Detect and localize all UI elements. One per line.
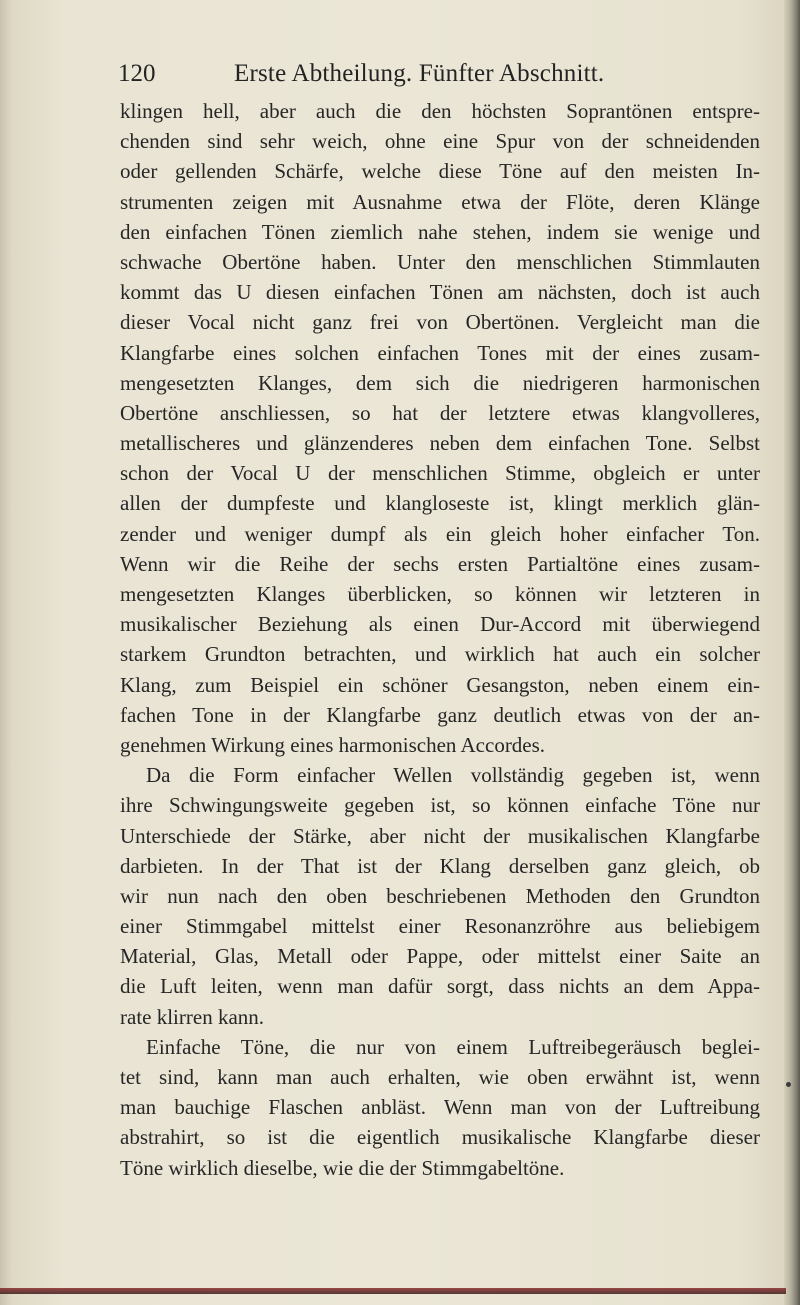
text-line: strumenten zeigen mit Ausnahme etwa der Flöte, deren Klänge — [120, 189, 760, 214]
text-line: kommt das U diesen einfachen Tönen am nächsten, doch ist auch — [120, 280, 760, 305]
text-line: zender und weniger dumpf als ein gleich hoher einfacher Ton. — [120, 521, 760, 546]
running-head — [118, 60, 768, 94]
text-line: fachen Tone in der Klangfarbe ganz deutlich etwas von der an- — [120, 702, 760, 727]
text-line: ihre Schwingungsweite gegeben ist, so können einfache Töne nur — [120, 793, 760, 818]
text-line: oder gellenden Schärfe, welche diese Töne auf den meisten In- — [120, 159, 760, 184]
body-text — [120, 96, 760, 1183]
text-line: Töne wirklich dieselbe, wie die der Stimmgabeltöne. — [120, 1155, 565, 1180]
page-left-edge — [0, 0, 14, 1305]
ink-spot — [786, 1082, 791, 1087]
text-line: Wenn wir die Reihe der sechs ersten Partialtöne eines zusam- — [120, 551, 760, 576]
text-line: klingen hell, aber auch die den höchsten Soprantönen entspre- — [120, 99, 760, 123]
text-line: schwache Obertöne haben. Unter den menschlichen Stimmlauten — [120, 249, 760, 274]
text-line: mengesetzten Klanges, dem sich die niedrigeren harmonischen — [120, 370, 760, 395]
text-line: schon der Vocal U der menschlichen Stimme, obgleich er unter — [120, 461, 760, 486]
text-line: Unterschiede der Stärke, aber nicht der musikalischen Klangfarbe — [120, 823, 760, 848]
text-line: den einfachen Tönen ziemlich nahe stehen, indem sie wenige und — [120, 219, 760, 244]
text-line: einer Stimmgabel mittelst einer Resonanzröhre aus beliebigem — [120, 914, 760, 939]
text-line: mengesetzten Klanges überblicken, so können wir letzteren in — [120, 582, 760, 606]
text-line: tet sind, kann man auch erhalten, wie oben erwähnt ist, wenn — [120, 1065, 760, 1089]
bottom-edge-band — [0, 1288, 786, 1294]
text-line: genehmen Wirkung eines harmonischen Accordes. — [120, 732, 546, 757]
text-line: Da die Form einfacher Wellen vollständig gegeben ist, wenn — [146, 763, 760, 788]
text-line: musikalischer Beziehung als einen Dur-Accord mit überwiegend — [120, 612, 760, 637]
text-line: rate klirren kann. — [120, 1004, 265, 1029]
text-line: metallischeres und glänzenderes neben dem einfachen Tone. Selbst — [120, 431, 760, 456]
text-line: wir nun nach den oben beschriebenen Methoden den Grundton — [120, 883, 760, 908]
text-line: Obertöne anschliessen, so hat der letztere etwas klangvolleres, — [120, 400, 760, 425]
text-line: starkem Grundton betrachten, und wirklich hat auch ein solcher — [120, 642, 760, 667]
text-line: man bauchige Flaschen anbläst. Wenn man von der Luftreibung — [120, 1095, 760, 1120]
text-line: Klangfarbe eines solchen einfachen Tones mit der eines zusam- — [120, 340, 760, 365]
text-line: Material, Glas, Metall oder Pappe, oder mittelst einer Saite an — [120, 944, 760, 969]
text-line: Einfache Töne, die nur von einem Luftreibegeräusch beglei- — [146, 1034, 760, 1059]
text-line: abstrahirt, so ist die eigentlich musikalische Klangfarbe dieser — [120, 1125, 760, 1150]
text-line: dieser Vocal nicht ganz frei von Obertönen. Vergleicht man die — [120, 310, 760, 335]
text-line: allen der dumpfeste und klangloseste ist, klingt merklich glän- — [120, 491, 760, 516]
text-line: chenden sind sehr weich, ohne eine Spur von der schneidenden — [120, 129, 760, 154]
page-number: 120 — [118, 60, 156, 87]
text-line: Klang, zum Beispiel ein schöner Gesangston, neben einem ein- — [120, 672, 760, 697]
text-line: darbieten. In der That ist der Klang derselben ganz gleich, ob — [120, 853, 760, 878]
running-head-title: Erste Abtheilung. Fünfter Abschnitt. — [234, 60, 605, 87]
book-binding-edge — [784, 0, 800, 1305]
text-line: die Luft leiten, wenn man dafür sorgt, dass nichts an dem Appa- — [120, 974, 760, 999]
